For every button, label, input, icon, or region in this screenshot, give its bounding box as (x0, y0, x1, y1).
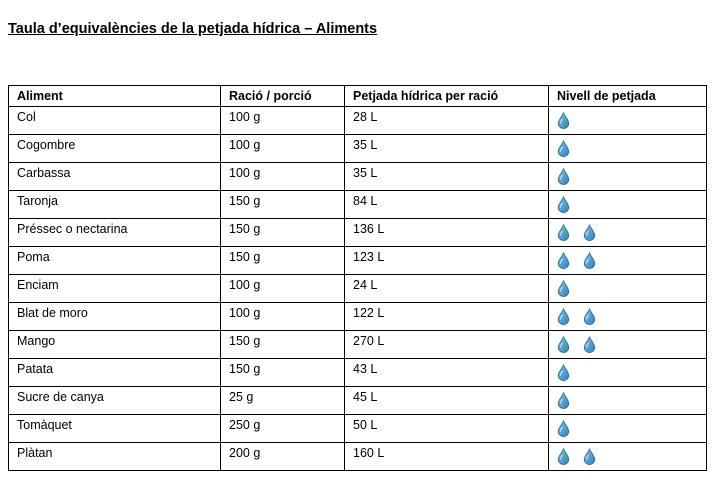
portion-cell: 200 g (221, 443, 345, 471)
level-cell (549, 443, 707, 471)
table-row (9, 219, 707, 247)
water-drop-icon (557, 112, 570, 129)
footprint-cell: 123 L (345, 247, 549, 275)
portion-cell: 250 g (221, 415, 345, 443)
level-cell (549, 107, 707, 135)
column-header-portion: Ració / porció (221, 86, 345, 107)
water-drop-icon (583, 252, 596, 269)
table-body (9, 107, 707, 471)
table-row (9, 331, 707, 359)
food-cell: Poma (9, 247, 221, 275)
water-footprint-table (8, 85, 707, 471)
food-cell: Col (9, 107, 221, 135)
portion-cell: 100 g (221, 163, 345, 191)
column-header-level: Nivell de petjada (549, 86, 707, 107)
food-cell: Taronja (9, 191, 221, 219)
water-drop-icon (557, 364, 570, 381)
level-cell (549, 331, 707, 359)
table-row (9, 275, 707, 303)
water-drop-icon (583, 224, 596, 241)
table-row (9, 443, 707, 471)
water-drop-icon (557, 448, 570, 465)
portion-cell: 150 g (221, 247, 345, 275)
table-row (9, 163, 707, 191)
water-drop-icon (557, 140, 570, 157)
table-row (9, 303, 707, 331)
food-cell: Tomàquet (9, 415, 221, 443)
footprint-cell: 28 L (345, 107, 549, 135)
water-drop-icon (557, 308, 570, 325)
water-drop-icon (583, 336, 596, 353)
footprint-cell: 43 L (345, 359, 549, 387)
food-cell: Plàtan (9, 443, 221, 471)
table-row (9, 387, 707, 415)
table-row (9, 415, 707, 443)
table-row (9, 359, 707, 387)
portion-cell: 25 g (221, 387, 345, 415)
column-header-footprint: Petjada hídrica per ració (345, 86, 549, 107)
footprint-cell: 24 L (345, 275, 549, 303)
level-cell (549, 359, 707, 387)
table-row (9, 135, 707, 163)
water-drop-icon (557, 280, 570, 297)
level-cell (549, 135, 707, 163)
food-cell: Enciam (9, 275, 221, 303)
page-title: Taula d’equivalències de la petjada hídrica – Aliments (8, 21, 378, 37)
level-cell (549, 163, 707, 191)
footprint-cell: 160 L (345, 443, 549, 471)
footprint-cell: 35 L (345, 163, 549, 191)
food-cell: Patata (9, 359, 221, 387)
food-cell: Préssec o nectarina (9, 219, 221, 247)
level-cell (549, 387, 707, 415)
level-cell (549, 191, 707, 219)
footprint-cell: 136 L (345, 219, 549, 247)
water-drop-icon (557, 252, 570, 269)
food-cell: Mango (9, 331, 221, 359)
footprint-cell: 270 L (345, 331, 549, 359)
portion-cell: 150 g (221, 191, 345, 219)
footprint-cell: 122 L (345, 303, 549, 331)
footprint-cell: 35 L (345, 135, 549, 163)
water-drop-icon (583, 308, 596, 325)
table-row (9, 247, 707, 275)
food-cell: Sucre de canya (9, 387, 221, 415)
footprint-cell: 50 L (345, 415, 549, 443)
water-drop-icon (557, 420, 570, 437)
portion-cell: 100 g (221, 135, 345, 163)
table-row (9, 191, 707, 219)
portion-cell: 100 g (221, 107, 345, 135)
food-cell: Blat de moro (9, 303, 221, 331)
level-cell (549, 247, 707, 275)
table-row (9, 107, 707, 135)
level-cell (549, 275, 707, 303)
footprint-cell: 45 L (345, 387, 549, 415)
portion-cell: 150 g (221, 219, 345, 247)
table-header-row (9, 86, 707, 107)
food-cell: Carbassa (9, 163, 221, 191)
portion-cell: 150 g (221, 331, 345, 359)
food-cell: Cogombre (9, 135, 221, 163)
column-header-food: Aliment (9, 86, 221, 107)
portion-cell: 100 g (221, 275, 345, 303)
water-drop-icon (557, 224, 570, 241)
portion-cell: 150 g (221, 359, 345, 387)
level-cell (549, 219, 707, 247)
water-drop-icon (557, 196, 570, 213)
level-cell (549, 415, 707, 443)
water-drop-icon (583, 448, 596, 465)
water-drop-icon (557, 168, 570, 185)
water-drop-icon (557, 392, 570, 409)
level-cell (549, 303, 707, 331)
water-drop-icon (557, 336, 570, 353)
portion-cell: 100 g (221, 303, 345, 331)
footprint-cell: 84 L (345, 191, 549, 219)
